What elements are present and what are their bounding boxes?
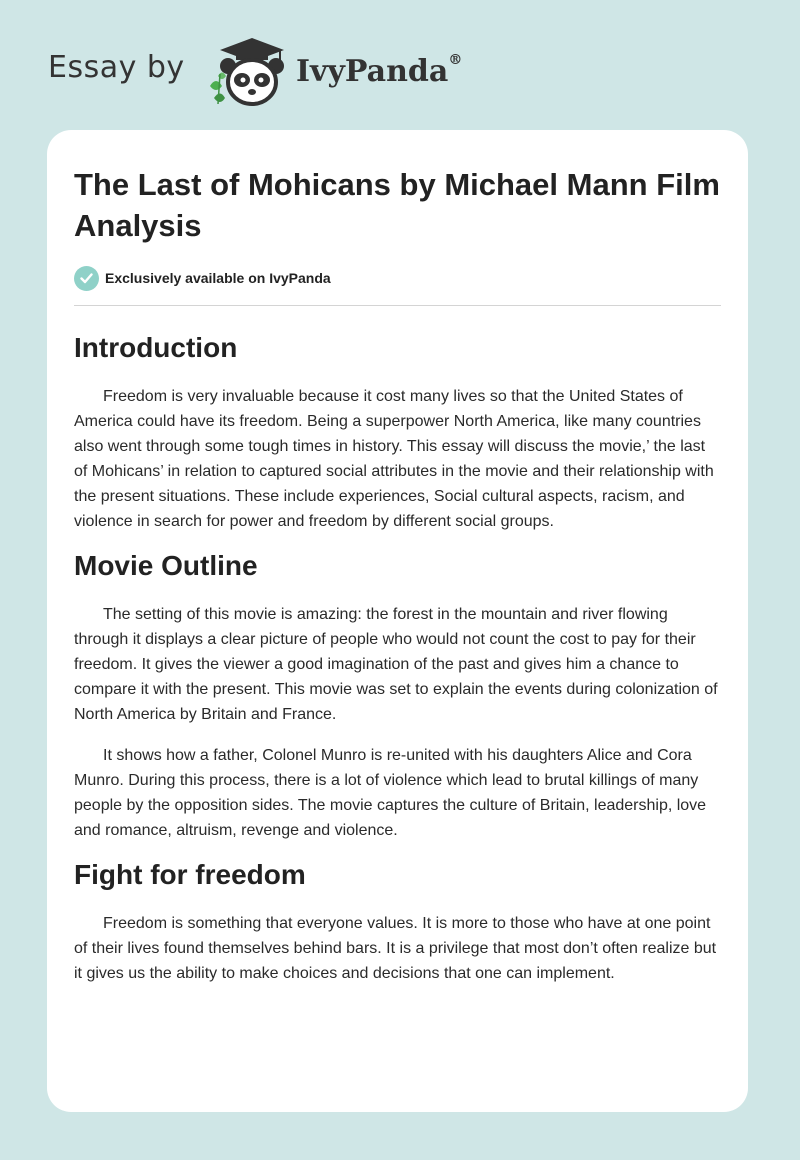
section-heading: Movie Outline — [74, 550, 258, 581]
section-heading: Introduction — [74, 332, 238, 363]
paragraph: Freedom is something that everyone values. It is more to those who have at one point of their lives found themselves behind bars. It is a privilege that most don’t often realize but it gives us the ability to make choices and decisions that one can implement. — [74, 915, 717, 982]
essay-title: The Last of Mohicans by Michael Mann Film Analysis — [74, 167, 720, 243]
exclusive-badge-text: Exclusively available on IvyPanda — [105, 270, 331, 286]
brand-name[interactable]: IvyPanda® — [296, 52, 463, 89]
check-icon — [74, 266, 99, 291]
section-movie-outline — [74, 550, 721, 843]
paragraph: Freedom is very invaluable because it cost many lives so that the United States of America could have its freedom. Being a superpower North America, like many countries also went through some tough times in history. This essay will discuss the movie,’ the last of Mohicans’ in relation to captured social attributes in the movie and their relationship with the present situations. These include experiences, Social cultural aspects, racism, and violence in search for power and freedom by different social groups. — [74, 388, 714, 530]
divider — [74, 305, 721, 306]
section-fight-for-freedom — [74, 859, 721, 986]
ivypanda-logo-icon[interactable] — [200, 36, 296, 108]
paragraph: The setting of this movie is amazing: the forest in the mountain and river flowing through it displays a clear picture of people who would not count the cost to pay for their freedom. It gives the viewer a good imagination of the past and gives him a chance to compare it with the present. This movie was set to explain the events during colonization of North America by Britain and France. — [74, 606, 718, 723]
section-heading: Fight for freedom — [74, 859, 306, 890]
section-introduction — [74, 332, 721, 534]
exclusive-badge — [74, 264, 721, 292]
site-header — [0, 0, 800, 130]
essay-card — [47, 130, 748, 1112]
paragraph: It shows how a father, Colonel Munro is re-united with his daughters Alice and Cora Munro. During this process, there is a lot of violence which lead to brutal killings of many people by the opposition sides. The movie captures the culture of Britain, leadership, love and romance, altruism, revenge and violence. — [74, 747, 707, 839]
essay-by-label: Essay by — [48, 50, 185, 85]
registered-mark: ® — [448, 52, 463, 68]
